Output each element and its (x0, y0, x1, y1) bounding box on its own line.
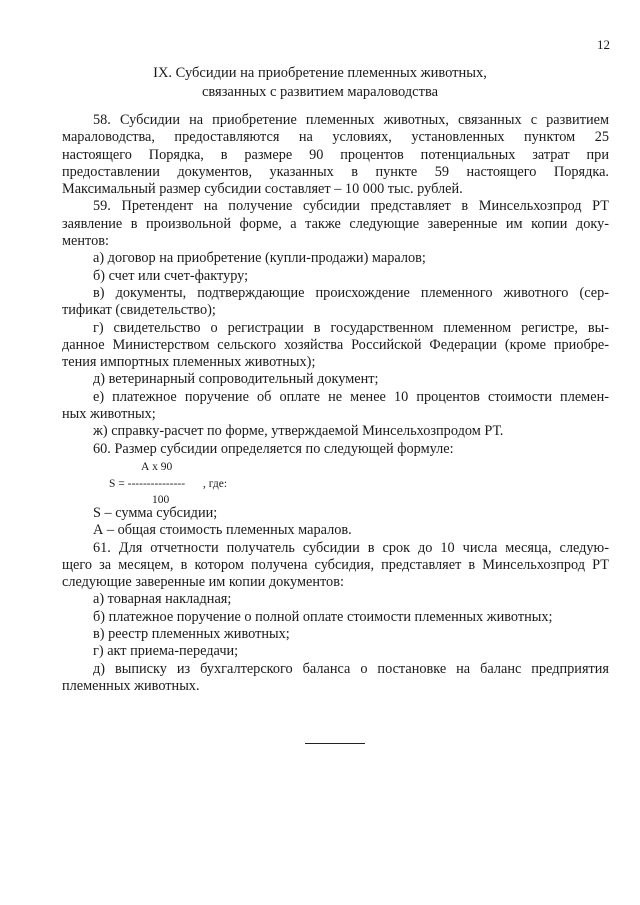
list-item (62, 661, 609, 696)
section-heading-line: IX. Субсидии на приобретение племенных животных, (153, 65, 487, 81)
page-number: 12 (597, 37, 610, 52)
formula-suffix: , где: (203, 477, 228, 490)
text-line: г) свидетельство о регистрации в государственном племенном регистре, вы- (93, 319, 609, 336)
text-line: племенных животных. (62, 677, 200, 694)
text-line: Максимальный размер субсидии составляет – 10 000 тыс. рублей. (62, 181, 463, 198)
list-item: б) счет или счет-фактуру; (93, 267, 249, 284)
text-line: заявление в произвольной форме, а также следующие заверенные им копии доку- (62, 215, 609, 232)
subsidy-formula (62, 459, 609, 505)
list-item: а) договор на приобретение (купли-продажи) маралов; (93, 250, 426, 267)
text-line: щего за месяцем, в котором получена субсидия, представляет в Минсельхозпрод РТ (62, 556, 609, 573)
paragraph-58 (62, 112, 609, 198)
definition-a: А – общая стоимость племенных маралов. (93, 522, 352, 539)
text-line: настоящего Порядка, в размере 90 процентов потенциальных затрат при (62, 146, 609, 163)
text-line: мараловодства, предоставляются на условиях, установленных пунктом 25 (62, 129, 609, 146)
list-item (62, 320, 609, 372)
text-line: тификат (свидетельство); (62, 302, 216, 319)
list-item: д) ветеринарный сопроводительный документ; (93, 371, 379, 388)
list-item: ж) справку-расчет по форме, утверждаемой Минсельхозпродом РТ. (93, 423, 504, 440)
section-heading-line: связанных с развитием мараловодства (201, 84, 439, 100)
document-body (62, 112, 609, 695)
list-item (62, 389, 609, 424)
formula-denominator: 100 (152, 493, 170, 506)
text-line: ментов: (62, 233, 109, 250)
paragraph-60: 60. Размер субсидии определяется по следующей формуле: (93, 440, 454, 457)
text-line: 58. Субсидии на приобретение племенных животных, связанных с развитием (93, 112, 609, 128)
paragraph-59 (62, 198, 609, 250)
section-heading (0, 64, 640, 102)
definition-s: S – сумма субсидии; (93, 504, 218, 521)
list-item: а) товарная накладная; (93, 591, 232, 608)
text-line: данное Министерством сельского хозяйства Российской Федерации (кроме приобре- (62, 336, 609, 353)
formula-numerator: А х 90 (141, 460, 173, 473)
text-line: 59. Претендент на получение субсидии представляет в Минсельхозпрод РТ (93, 198, 609, 215)
text-line: тения импортных племенных животных); (62, 354, 316, 371)
text-line: ных животных; (62, 406, 156, 423)
list-item: г) акт приема-передачи; (93, 643, 239, 660)
list-item: б) платежное поручение о полной оплате стоимости племенных животных; (93, 608, 553, 625)
text-line: д) выписку из бухгалтерского баланса о постановке на баланс предприятия (93, 660, 609, 677)
text-line: следующие заверенные им копии документов: (62, 574, 344, 591)
text-line: е) платежное поручение об оплате не менее 10 процентов стоимости племен- (93, 388, 609, 405)
formula-lhs: S = --------------- (109, 477, 186, 490)
text-line: предоставлении документов, указанных в пункте 59 настоящего Порядка. (62, 163, 609, 180)
list-item (62, 285, 609, 320)
list-item: в) реестр племенных животных; (93, 626, 290, 643)
end-divider (305, 743, 365, 744)
text-line: 61. Для отчетности получатель субсидии в срок до 10 числа месяца, следую- (93, 539, 609, 556)
text-line: в) документы, подтверждающие происхождение племенного животного (сер- (93, 284, 609, 301)
paragraph-61 (62, 540, 609, 592)
